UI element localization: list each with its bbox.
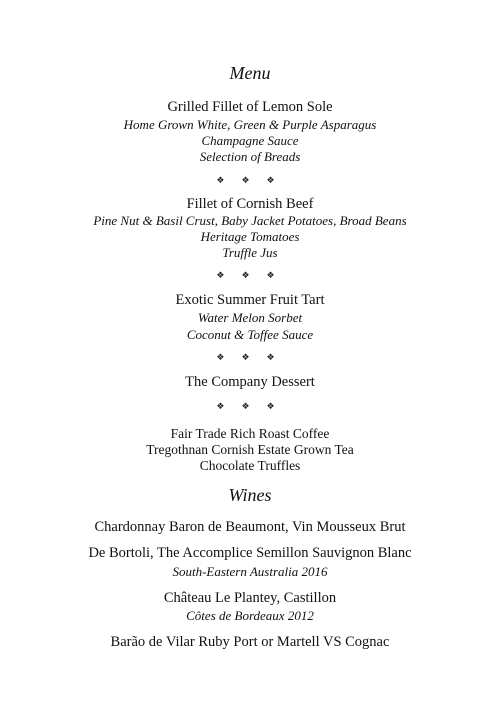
wine-3-detail: Côtes de Bordeaux 2012 (186, 608, 314, 623)
course-separator (0, 353, 500, 362)
wine-2-name: De Bortoli, The Accomplice Semillon Sauvignon Blanc (88, 545, 412, 561)
course-2-title: Fillet of Cornish Beef (186, 196, 314, 212)
course-3-line-1: Water Melon Sorbet (197, 310, 303, 325)
separator-diamond-icon: ❖ (266, 175, 284, 185)
course-4-title: The Company Dessert (185, 374, 315, 390)
wine-3-name: Château Le Plantey, Castillon (163, 590, 337, 606)
coffee-line-1: Fair Trade Rich Roast Coffee (170, 426, 330, 441)
course-3-line-2: Coconut & Toffee Sauce (186, 327, 314, 342)
separator-diamond-icon: ❖ (216, 401, 234, 411)
wine-4-name: Barão de Vilar Ruby Port or Martell VS Cognac (110, 634, 390, 650)
separator-diamond-icon: ❖ (216, 352, 234, 362)
separator-diamond-icon: ❖ (241, 270, 259, 280)
separator-diamond-icon: ❖ (266, 270, 284, 280)
separator-diamond-icon: ❖ (241, 401, 259, 411)
coffee-line-2: Tregothnan Cornish Estate Grown Tea (146, 442, 354, 457)
course-separator (0, 402, 500, 411)
course-2-line-1: Pine Nut & Basil Crust, Baby Jacket Potatoes, Broad Beans (93, 213, 407, 228)
coffee-line-3: Chocolate Truffles (199, 458, 301, 473)
menu-heading: Menu (229, 63, 271, 83)
course-1-line-1: Home Grown White, Green & Purple Asparagus (123, 117, 377, 132)
separator-diamond-icon: ❖ (241, 175, 259, 185)
course-1-line-2: Champagne Sauce (201, 133, 299, 148)
wine-2-detail: South-Eastern Australia 2016 (172, 564, 328, 579)
separator-diamond-icon: ❖ (216, 175, 234, 185)
course-1-title: Grilled Fillet of Lemon Sole (167, 99, 333, 115)
course-1-line-3: Selection of Breads (199, 149, 301, 164)
wines-heading: Wines (228, 485, 272, 505)
course-3-title: Exotic Summer Fruit Tart (175, 292, 325, 308)
separator-diamond-icon: ❖ (241, 352, 259, 362)
course-2-line-2: Heritage Tomatoes (200, 229, 300, 244)
course-2-line-3: Truffle Jus (222, 245, 278, 260)
separator-diamond-icon: ❖ (266, 352, 284, 362)
wine-1-name: Chardonnay Baron de Beaumont, Vin Mousseux Brut (94, 519, 406, 535)
course-separator (0, 176, 500, 185)
separator-diamond-icon: ❖ (216, 270, 234, 280)
separator-diamond-icon: ❖ (266, 401, 284, 411)
course-separator (0, 271, 500, 280)
